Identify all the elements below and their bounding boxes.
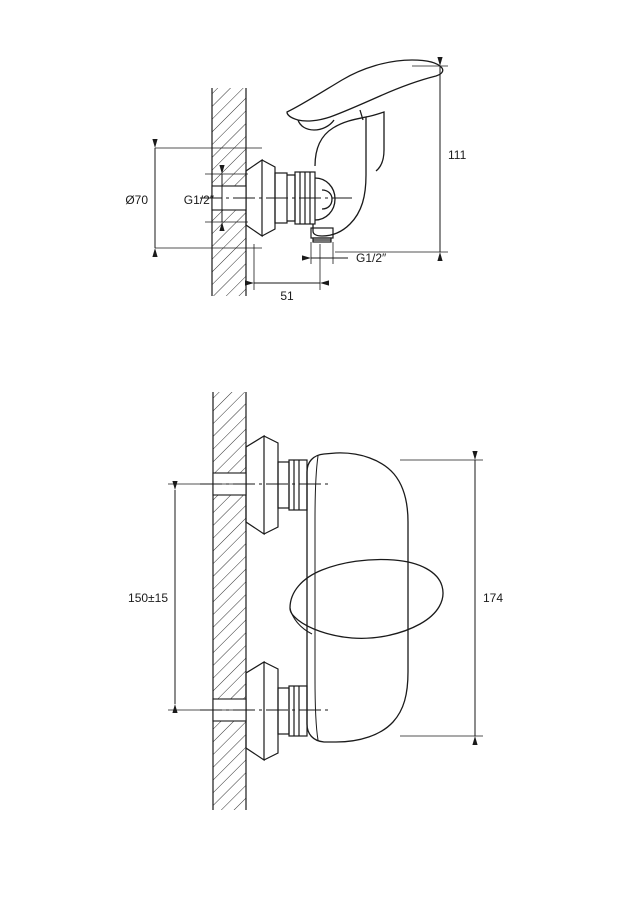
wall-hatch-bottom: [213, 392, 246, 810]
dimension-label-111: 111: [448, 148, 467, 162]
dimension-g12-outlet: [311, 242, 387, 265]
dimension-label-51: 51: [280, 289, 294, 303]
dimension-height-111: [335, 66, 467, 252]
dimension-label-g12-inlet: G1/2″: [183, 193, 214, 207]
dimension-label-g12-outlet: G1/2″: [356, 251, 387, 265]
dimension-label-d70: Ø70: [125, 193, 148, 207]
front-view-group: [128, 392, 503, 810]
dimension-label-174: 174: [483, 591, 504, 605]
dimension-projection-51: [254, 244, 320, 303]
mixer-body-front: [307, 453, 408, 742]
dimension-body-height-174: [400, 460, 503, 736]
dimension-label-150: 150±15: [128, 591, 168, 605]
lever-handle-front: [290, 559, 443, 638]
side-view-group: [125, 60, 466, 303]
mixer-body-side: [313, 112, 384, 236]
lever-handle-side: [287, 60, 443, 130]
